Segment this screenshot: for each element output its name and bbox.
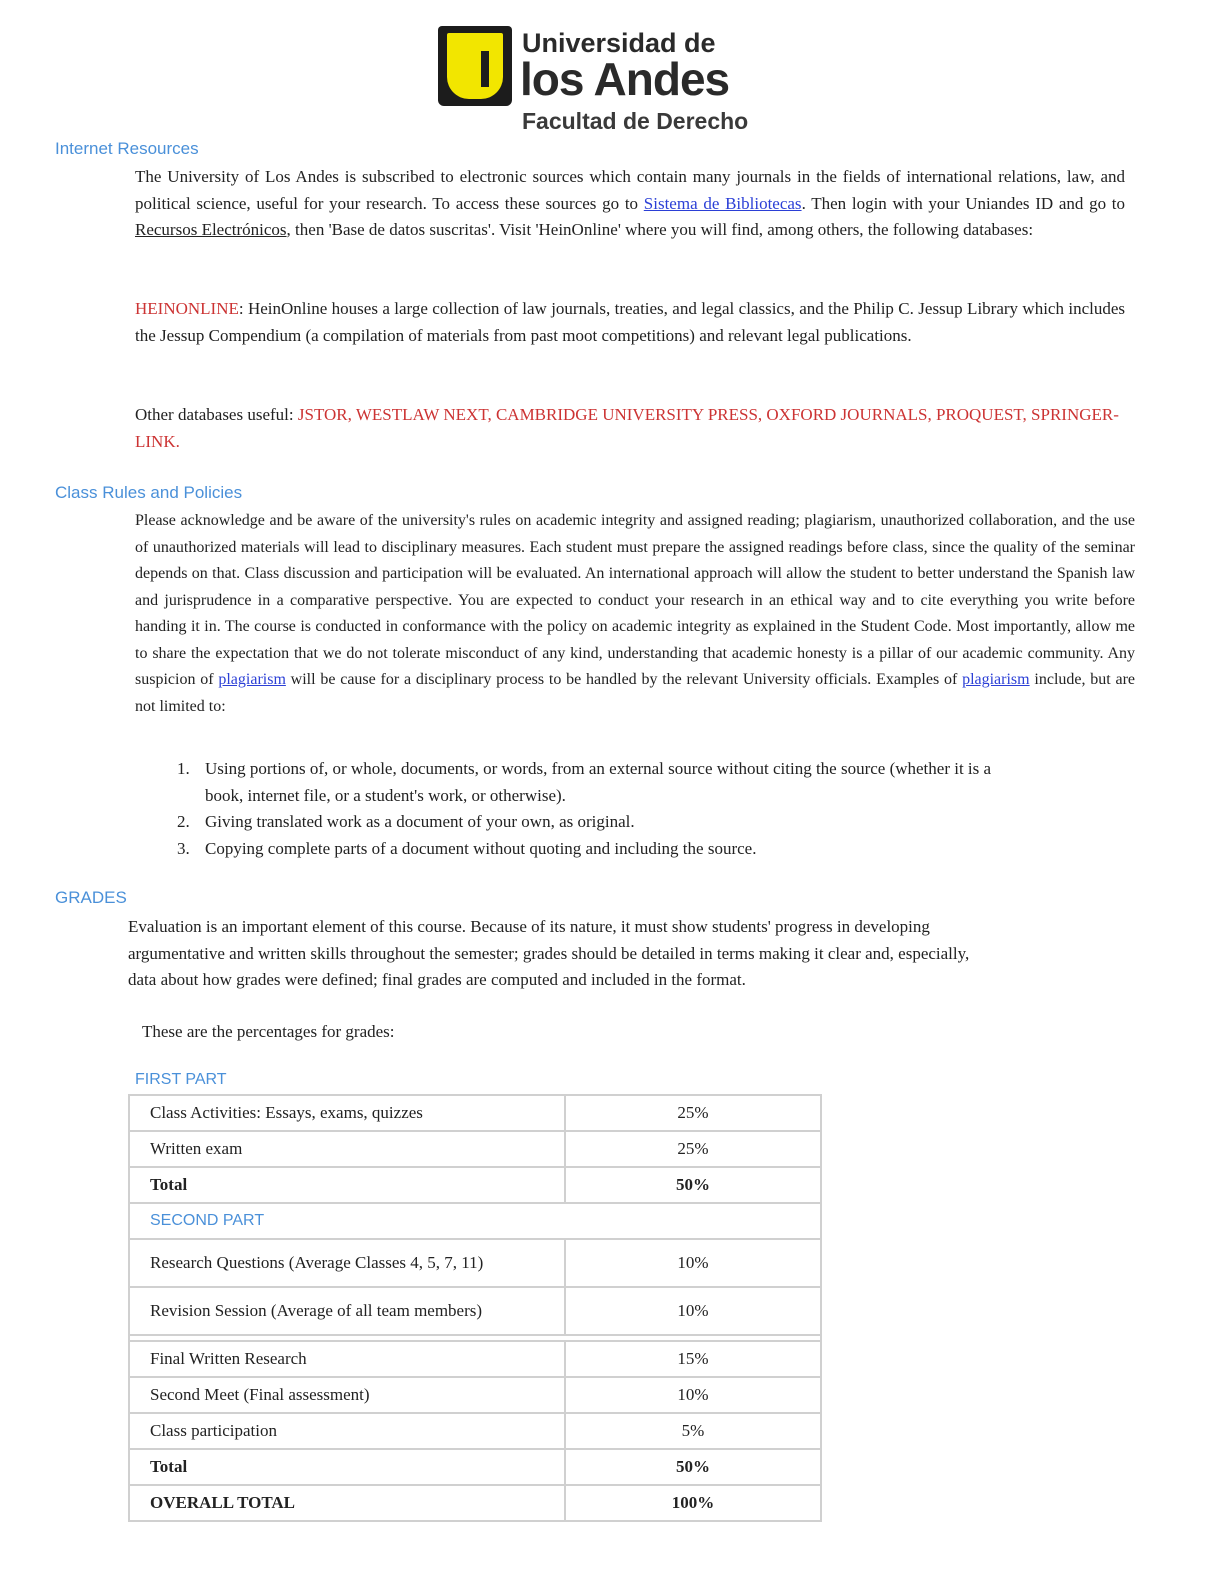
text-run: The University of Los Andes is subscribed to electronic sources which contain many journals in the fields of international relations, law, and political science, useful for your research. To access these sources go to <box>135 167 1125 213</box>
class-rules-paragraph <box>135 508 1135 720</box>
other-databases-intro: Other databases useful: <box>135 405 294 424</box>
text-run: include, but are not limited to: <box>135 671 1136 715</box>
heinonline-label: HEINONLINE <box>135 299 239 318</box>
other-databases-paragraph <box>135 402 1125 455</box>
text-run: will be cause for a disciplinary process to be handled by the relevant University officials. Examples of <box>290 671 958 688</box>
grade-item-pct: 15% <box>565 1341 821 1377</box>
grade-item-label: Total <box>129 1449 565 1485</box>
grade-item-pct: 50% <box>565 1449 821 1485</box>
sistema-bibliotecas-link[interactable]: Sistema de Bibliotecas <box>643 193 802 213</box>
grade-item-label: Revision Session (Average of all team members) <box>129 1287 565 1335</box>
table-row <box>129 1287 821 1335</box>
logo-line-3: Facultad de Derecho <box>522 108 749 134</box>
text-run: Please acknowledge and be aware of the university's rules on academic integrity and assigned reading; plagiarism, unauthorized collaboration, and the use of unauthorized materials will lead to disciplinary measures. Each student must prepare the assigned readings before class, since the quality of the seminar depends on that. Class discussion and participation will be evaluated. An international approach will allow the student to better understand the Spanish law and jurisprudence in a comparative perspective. You are expected to conduct your research in an ethical way and to cite everything you write before handing it in. The course is conducted in conformance with the policy on academic integrity as explained in the Student Code. Most importantly, allow me to share the expectation that we do not tolerate misconduct of any kind, understanding that academic honesty is a pillar of our academic community. Any suspicion of <box>135 512 1135 688</box>
grade-item-label: Total <box>129 1167 565 1203</box>
grades-table <box>128 1094 822 1522</box>
list-number: 3. <box>177 838 190 858</box>
grade-item-label: OVERALL TOTAL <box>129 1485 565 1521</box>
first-part-label: FIRST PART <box>135 1071 227 1088</box>
grade-item-label: Class participation <box>129 1413 565 1449</box>
grade-item-pct: 100% <box>565 1485 821 1521</box>
other-databases-list: JSTOR, WESTLAW NEXT, CAMBRIDGE UNIVERSITY PRESS, OXFORD JOURNALS, PROQUEST, SPRINGER-LINK. <box>135 405 1119 451</box>
list-item-text: Using portions of, or whole, documents, or words, from an external source without citing the source (whether it is a book, internet file, or a student's work, or otherwise). <box>205 759 992 805</box>
grade-item-label: Final Written Research <box>129 1341 565 1377</box>
table-row <box>129 1449 821 1485</box>
text-run: . Then login with your Uniandes ID and go to <box>801 193 1126 213</box>
list-item-text: Copying complete parts of a document without quoting and including the source. <box>205 838 757 858</box>
university-logo <box>438 26 749 138</box>
plagiarism-examples-list <box>135 756 1025 862</box>
grade-item-label: Second Meet (Final assessment) <box>129 1377 565 1413</box>
text-run: , then 'Base de datos suscritas'. Visit 'HeinOnline' where you will find, among others, the following databases: <box>286 220 1034 239</box>
grade-item-pct: 5% <box>565 1413 821 1449</box>
heinonline-paragraph <box>135 296 1125 349</box>
table-row <box>129 1485 821 1521</box>
grade-item-pct: 25% <box>565 1095 821 1131</box>
logo-line-1: Universidad de <box>522 28 716 58</box>
list-number: 1. <box>177 759 190 778</box>
table-row <box>129 1413 821 1449</box>
grade-item-pct: 10% <box>565 1287 821 1335</box>
second-part-label: SECOND PART <box>129 1203 821 1239</box>
heinonline-text: : HeinOnline houses a large collection of law journals, treaties, and legal classics, and the Philip C. Jessup Library which includes the Jessup Compendium (a compilation of materials from past moot competitions) and relevant legal publications. <box>135 299 1125 345</box>
list-item <box>135 756 1025 809</box>
recursos-electronicos-link[interactable]: Recursos Electrónicos <box>135 220 287 239</box>
table-row <box>129 1131 821 1167</box>
heading-class-rules: Class Rules and Policies <box>55 483 243 502</box>
grade-item-pct: 50% <box>565 1167 821 1203</box>
heading-internet-resources: Internet Resources <box>55 139 199 158</box>
grade-item-label: Class Activities: Essays, exams, quizzes <box>129 1095 565 1131</box>
grades-intro-2: These are the percentages for grades: <box>142 1022 395 1041</box>
list-number: 2. <box>177 812 190 831</box>
logo-line-2: los Andes <box>520 53 730 105</box>
shield-icon <box>438 26 512 106</box>
table-row <box>129 1167 821 1203</box>
internet-resources-paragraph <box>135 164 1125 244</box>
grade-item-label: Written exam <box>129 1131 565 1167</box>
grade-item-label: Research Questions (Average Classes 4, 5, 7, 11) <box>129 1239 565 1287</box>
list-item <box>135 809 1025 836</box>
table-row <box>129 1377 821 1413</box>
grade-item-pct: 10% <box>565 1239 821 1287</box>
heading-grades: GRADES <box>55 888 127 907</box>
plagiarism-link-1[interactable]: plagiarism <box>218 671 286 688</box>
table-row <box>129 1239 821 1287</box>
list-item <box>135 836 1025 863</box>
grades-intro-paragraph: Evaluation is an important element of this course. Because of its nature, it must show students' progress in developing argumentative and written skills throughout the semester; grades should be detailed in terms making it clear and, especially, data about how grades were defined; final grades are computed and included in the format. <box>128 917 970 989</box>
table-row <box>129 1203 821 1239</box>
table-row <box>129 1341 821 1377</box>
table-row <box>129 1095 821 1131</box>
grade-item-pct: 10% <box>565 1377 821 1413</box>
list-item-text: Giving translated work as a document of your own, as original. <box>205 812 635 831</box>
grade-item-pct: 25% <box>565 1131 821 1167</box>
plagiarism-link-2[interactable]: plagiarism <box>962 671 1030 688</box>
